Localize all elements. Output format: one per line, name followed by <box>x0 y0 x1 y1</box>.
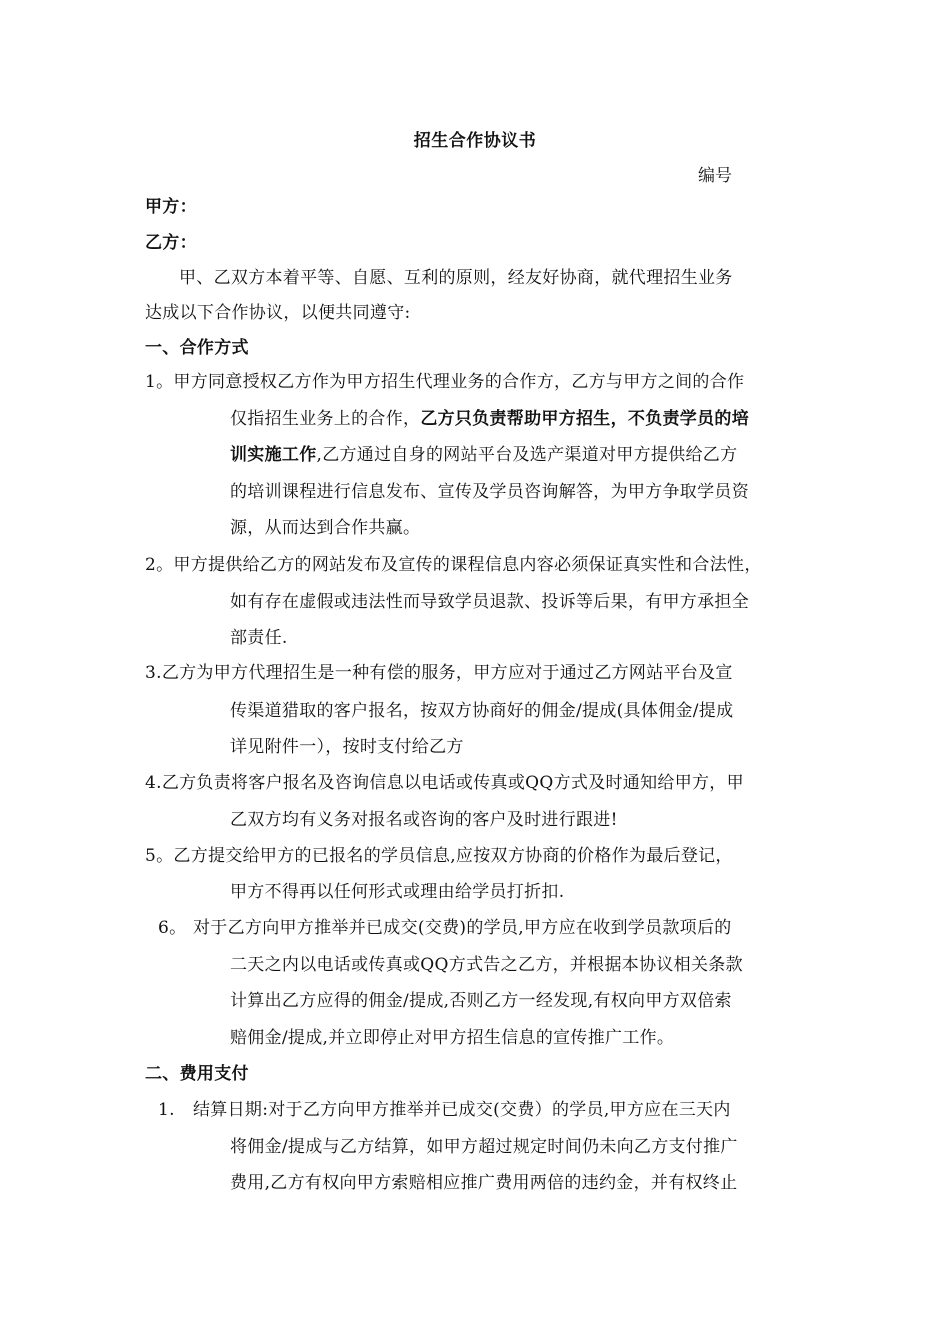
s1-item6-line1: 对于乙方向甲方推举并已成交(交费)的学员,甲方应在收到学员款项后的 <box>193 918 732 938</box>
s1-item6-line3: 计算出乙方应得的佣金/提成,否则乙方一经发现,有权向甲方双倍索 <box>230 991 732 1011</box>
document-title: 招生合作协议书 <box>413 131 537 151</box>
section-2-heading: 二、费用支付 <box>145 1064 249 1084</box>
s2-item1-line2: 将佣金/提成与乙方结算，如甲方超过规定时间仍未向乙方支付推广 <box>230 1137 738 1157</box>
s1-item1-line2-bold: 乙方只负责帮助甲方招生，不负责学员的培 <box>420 409 750 429</box>
s1-item1-line2 <box>230 409 749 429</box>
s1-item1-line3-plain: ,乙方通过自身的网站平台及选产渠道对甲方提供给乙方 <box>316 445 738 465</box>
s1-item1-line3-bold: 训实施工作 <box>230 445 317 465</box>
intro-line-2: 达成以下合作协议，以便共同遵守: <box>145 303 411 323</box>
s2-item1-number: 1. <box>158 1100 175 1120</box>
s1-item6-line2: 二天之内以电话或传真或QQ方式告之乙方，并根据本协议相关条款 <box>230 955 743 975</box>
s1-item1-line5: 源，从而达到合作共赢。 <box>230 518 421 538</box>
s1-item2-line1: 2。甲方提供给乙方的网站发布及宣传的课程信息内容必须保证真实性和合法性， <box>145 555 762 575</box>
party-b-label: 乙方： <box>145 233 197 253</box>
party-a-label: 甲方： <box>145 197 197 217</box>
s2-item1-line1: 结算日期:对于乙方向甲方推举并已成交(交费）的学员,甲方应在三天内 <box>193 1100 731 1120</box>
s1-item1-line4: 的培训课程进行信息发布、宣传及学员咨询解答，为甲方争取学员资 <box>230 482 749 502</box>
s1-item3-line1: 3.乙方为甲方代理招生是一种有偿的服务，甲方应对于通过乙方网站平台及宣 <box>145 663 733 683</box>
s1-item4-line1: 4.乙方负责将客户报名及咨询信息以电话或传真或QQ方式及时通知给甲方，甲 <box>145 773 744 793</box>
s2-item1-line3: 费用,乙方有权向甲方索赔相应推广费用两倍的违约金，并有权终止 <box>230 1173 738 1193</box>
s1-item2-line3: 部责任. <box>230 628 288 648</box>
document-number-label: 编号 <box>698 166 732 186</box>
s1-item4-line2: 乙双方均有义务对报名或咨询的客户及时进行跟进! <box>230 810 618 830</box>
s1-item6-line4: 赔佣金/提成,并立即停止对甲方招生信息的宣传推广工作。 <box>230 1028 675 1048</box>
section-1-heading: 一、合作方式 <box>145 338 249 358</box>
s1-item6-number: 6。 <box>158 918 187 938</box>
s1-item5-line1: 5。乙方提交给甲方的已报名的学员信息,应按双方协商的价格作为最后登记， <box>145 846 733 866</box>
intro-line-1: 甲、乙双方本着平等、自愿、互利的原则，经友好协商，就代理招生业务 <box>179 268 733 288</box>
s1-item3-line2: 传渠道猎取的客户报名，按双方协商好的佣金/提成(具体佣金/提成 <box>230 701 734 721</box>
s1-item3-line3: 详见附件一），按时支付给乙方 <box>230 737 464 757</box>
s1-item1-line3 <box>230 445 737 465</box>
s1-item1-line2-plain: 仅指招生业务上的合作， <box>230 409 421 429</box>
s1-item1-line1: 1。甲方同意授权乙方作为甲方招生代理业务的合作方，乙方与甲方之间的合作 <box>145 372 745 392</box>
s1-item2-line2: 如有存在虚假或违法性而导致学员退款、投诉等后果，有甲方承担全 <box>230 592 749 612</box>
s1-item5-line2: 甲方不得再以任何形式或理由给学员打折扣. <box>230 882 565 902</box>
